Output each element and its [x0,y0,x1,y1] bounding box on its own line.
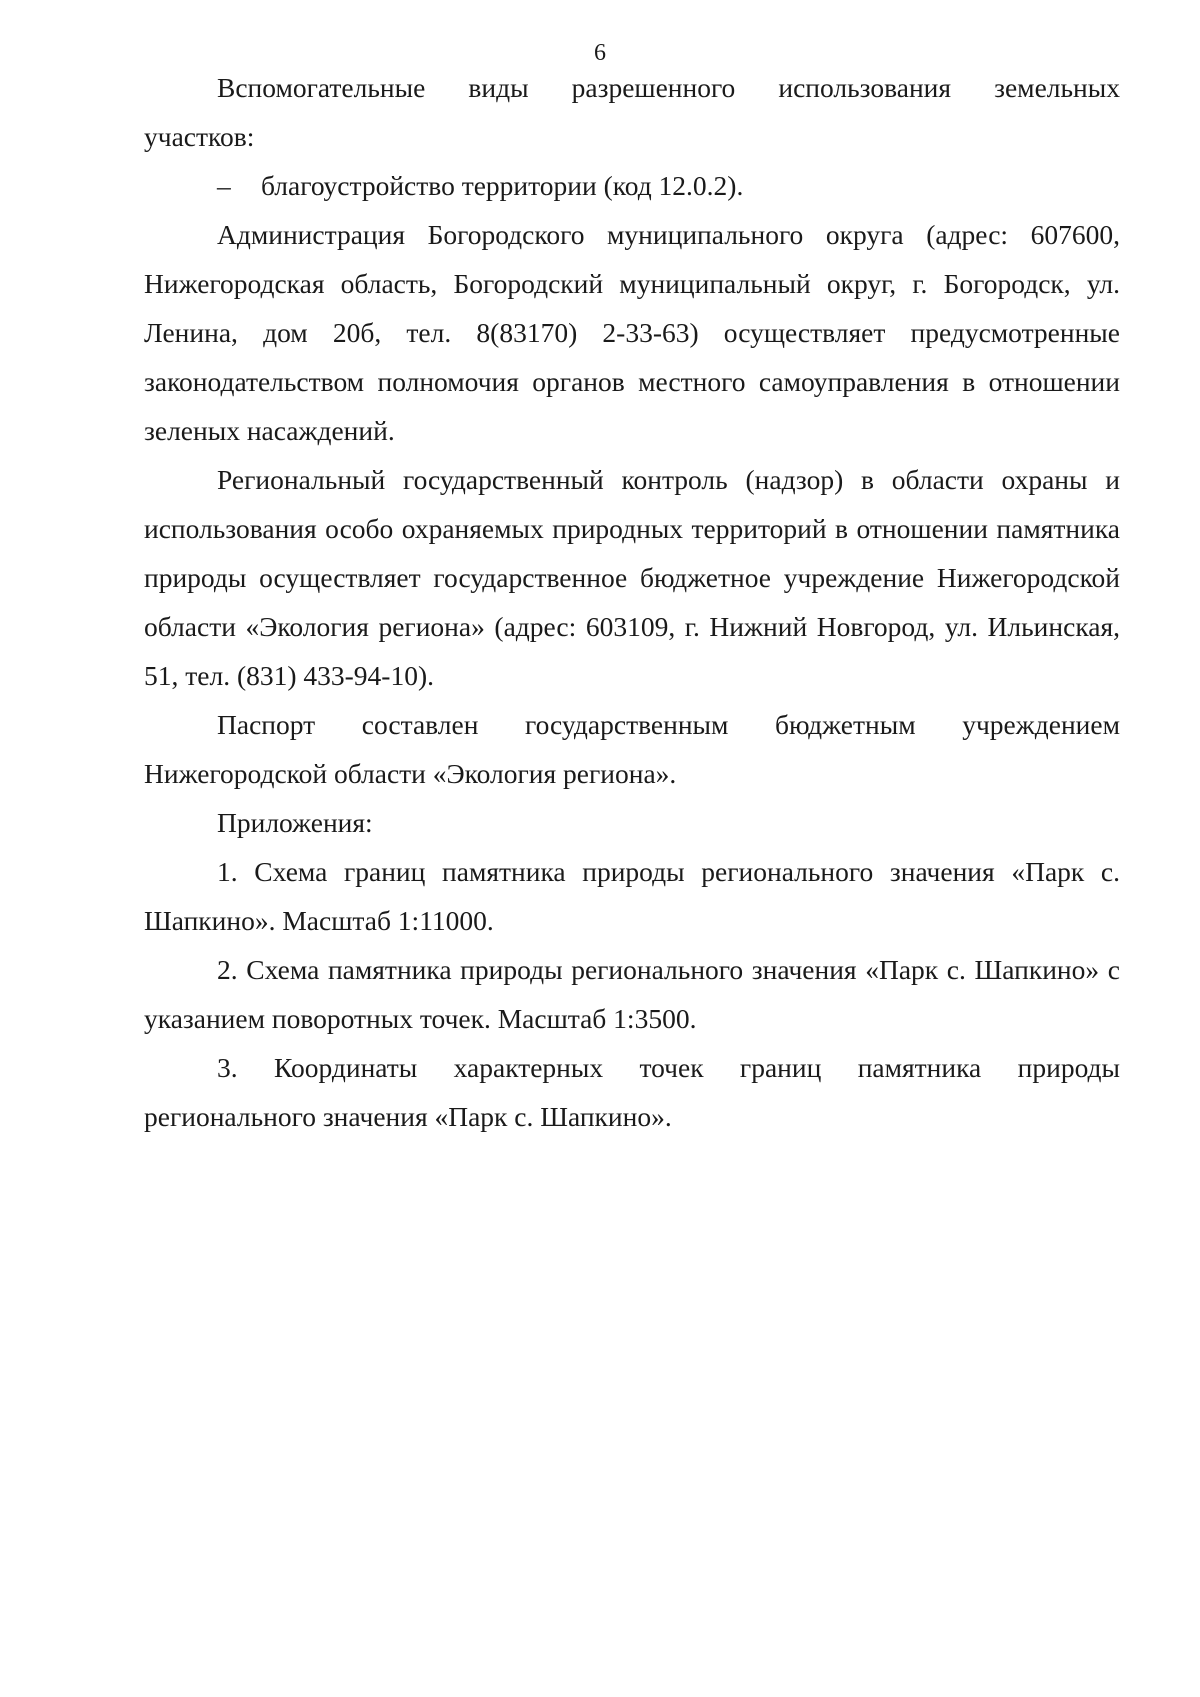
paragraph-auxiliary-uses-line1: Вспомогательные виды разрешенного использования земельных [217,72,1120,103]
appendix-item-2: 2. Схема памятника природы регионального значения «Парк с. Шапкино» с указанием поворотных точек. Масштаб 1:3500. [144,954,1120,1034]
dash-bullet: – [217,170,231,201]
appendix-item-1: 1. Схема границ памятника природы регионального значения «Парк с. Шапкино». Масштаб 1:11000. [144,856,1120,936]
document-body [144,63,1120,1141]
paragraph-auxiliary-uses-line2: участков: [144,121,255,152]
paragraph-administration: Администрация Богородского муниципального округа (адрес: 607600, Нижегородская область, Богородский муниципальный округ, г. Богородск, ул. Ленина, дом 20б, тел. 8(83170) 2-33-63) осуществляет предусмотренные законодательством полномочия органов местного самоуправления в отношении зеленых насаждений. [144,219,1120,446]
page-number: 6 [594,40,606,66]
paragraph-regional-control: Региональный государственный контроль (надзор) в области охраны и использования особо охраняемых природных территорий в отношении памятника природы осуществляет государственное бюджетное учреждение Нижегородской области «Экология региона» (адрес: 603109, г. Нижний Новгород, ул. Ильинская, 51, тел. (831) 433-94-10). [144,464,1120,691]
list-item-landscaping [144,161,1120,210]
appendix-item-3: 3. Координаты характерных точек границ памятника природы регионального значения «Парк с. Шапкино». [144,1052,1120,1132]
paragraph-passport: Паспорт составлен государственным бюджетным учреждением Нижегородской области «Экология региона». [144,709,1120,789]
appendices-heading: Приложения: [217,807,373,838]
list-item-text: благоустройство территории (код 12.0.2). [261,170,744,201]
